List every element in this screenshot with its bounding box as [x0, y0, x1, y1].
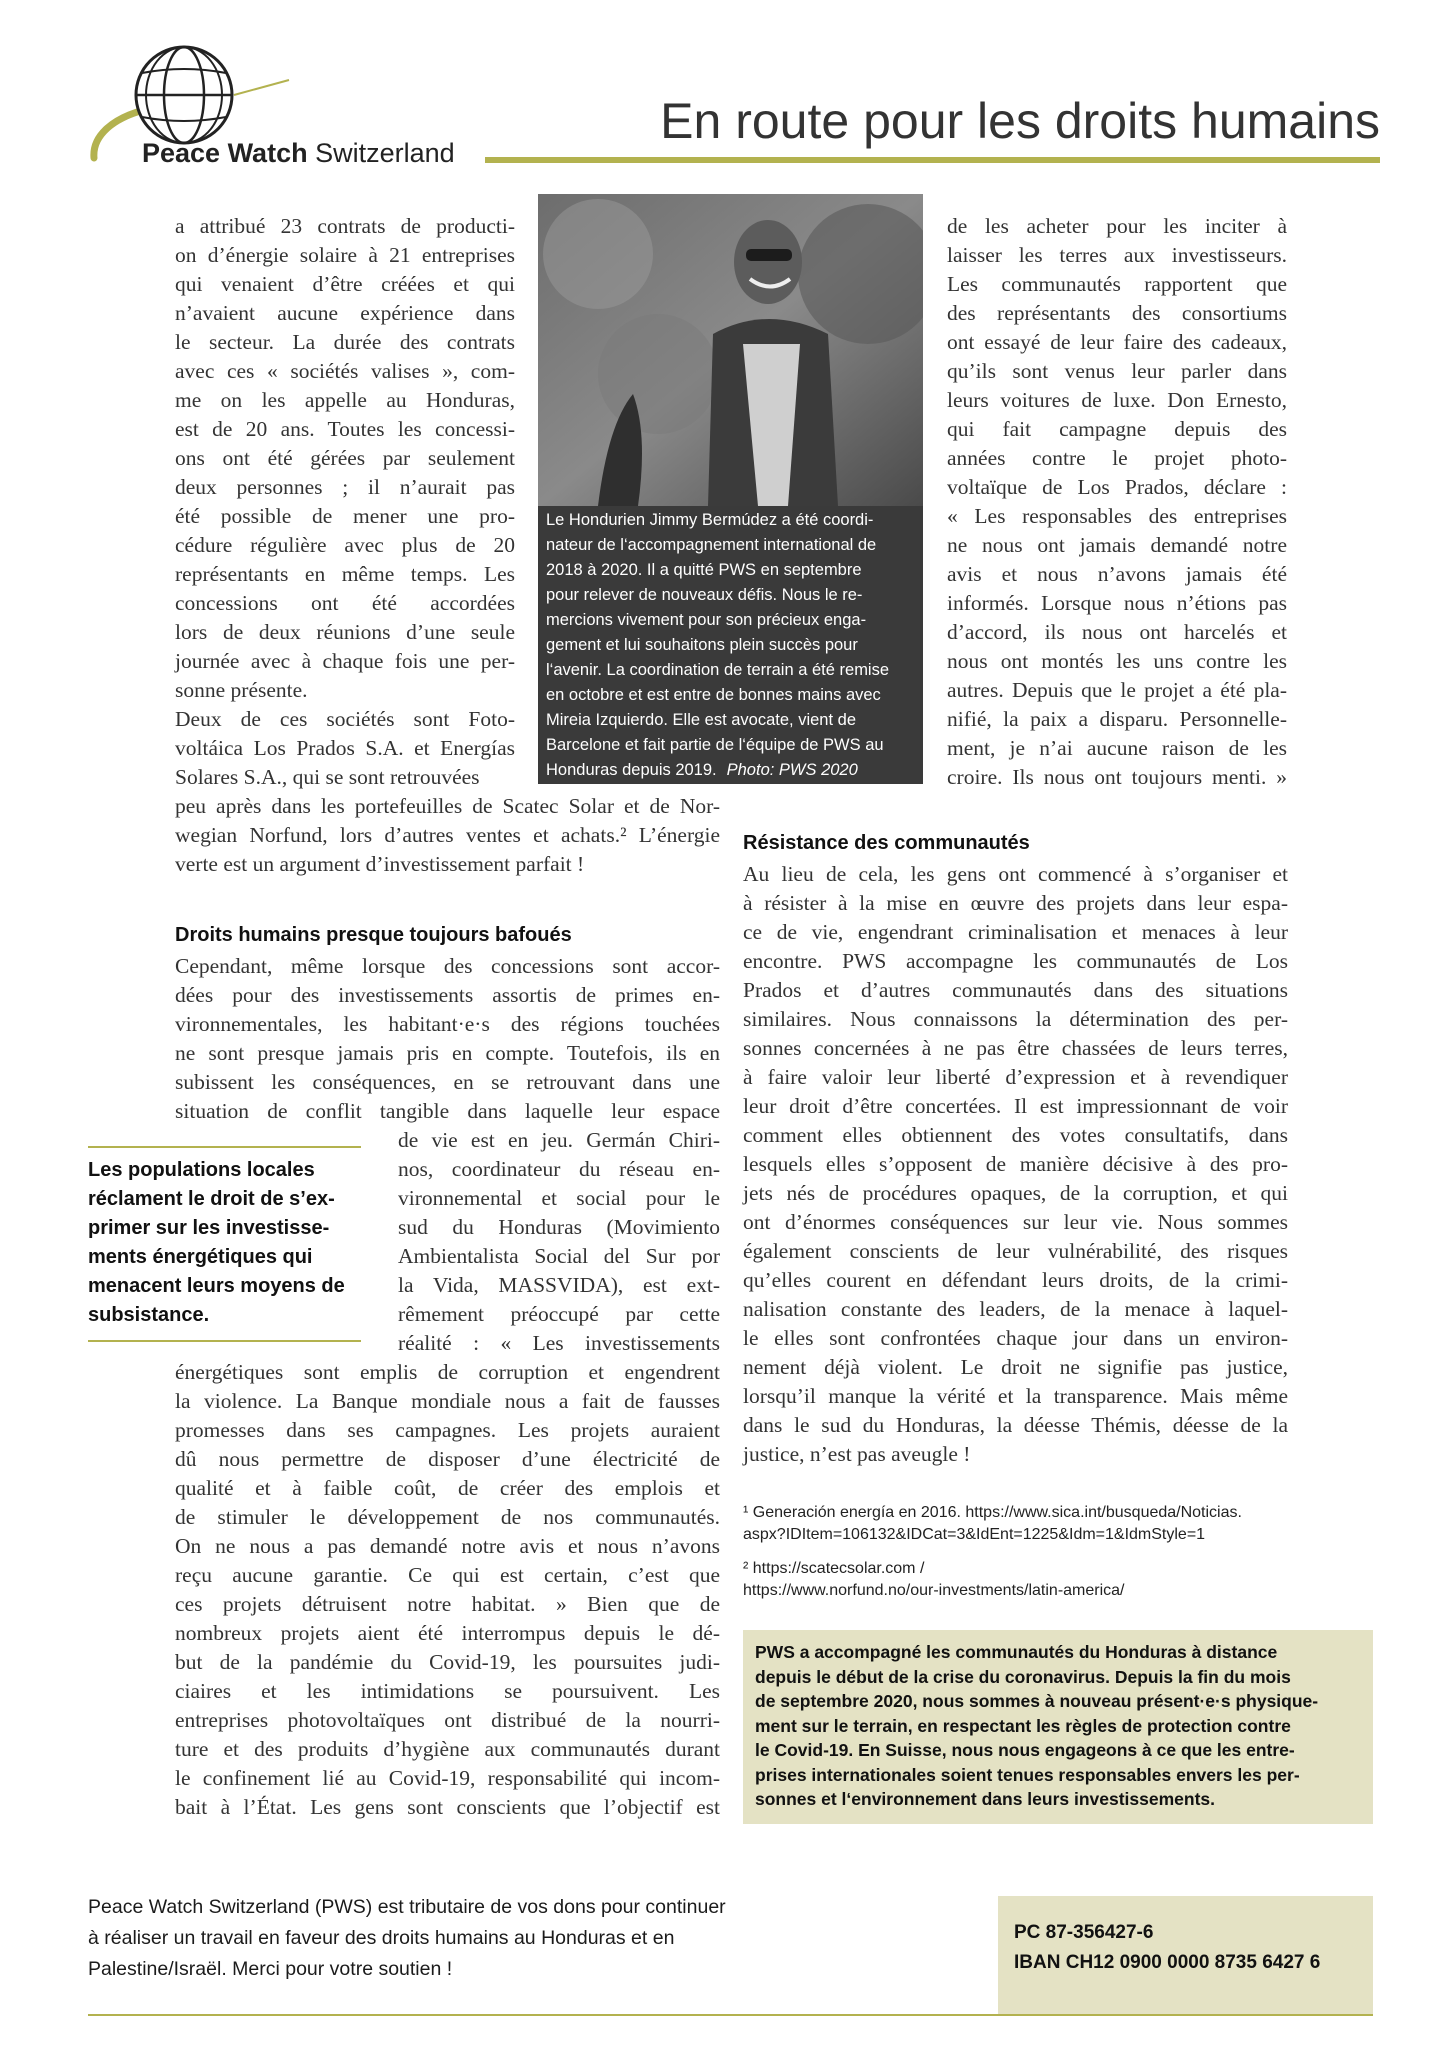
info-box	[743, 1630, 1373, 1824]
donation-appeal-lines	[88, 1892, 888, 1985]
col1-line: subissent les conséquences, en se retrouvant dans une	[175, 1070, 720, 1094]
col1-line: dû nous permettre de disposer d’une électricité de	[175, 1447, 720, 1471]
col1-line: rêmement préoccupé par cette	[398, 1302, 720, 1326]
caption-line: mercions vivement pour son précieux enga-	[546, 611, 867, 629]
col2-line: leurs voitures de luxe. Don Ernesto,	[947, 388, 1287, 412]
caption-line: gement et lui souhaitons plein succès pour	[546, 636, 858, 654]
col1-line: voltáica Los Prados S.A. et Energías	[175, 736, 515, 760]
col1-line: a attribué 23 contrats de producti-	[175, 214, 515, 238]
info-box-lines	[755, 1640, 1361, 1812]
col1-line: Solares S.A., qui se sont retrouvées	[175, 765, 480, 789]
col1-line: n’avaient aucune expérience dans	[175, 301, 515, 325]
info-box-line: prises internationales soient tenues responsables envers les per-	[755, 1764, 1300, 1785]
col1-line: verte est un argument d’investissement parfait !	[175, 852, 585, 876]
info-box-line: de septembre 2020, nous sommes à nouveau présent·e·s physique-	[755, 1691, 1319, 1711]
col1-line: but de la pandémie du Covid-19, les poursuites judi-	[175, 1650, 720, 1674]
section-heading-resistance: Résistance des communautés	[743, 832, 1030, 854]
col1-line: vironnementales, les habitant·e·s des régions touchées	[175, 1012, 720, 1036]
col1-final	[175, 1358, 720, 1822]
caption-line: Mireia Izquierdo. Elle est avocate, vient de	[546, 711, 856, 729]
logo-name-bold: Peace Watch	[142, 138, 308, 168]
pullquote-line: réclament le droit de s’ex-	[88, 1188, 335, 1210]
col1-line: promesses dans ses campagnes. Les projets auraient	[175, 1418, 720, 1442]
col2-line: voltaïque de Los Prados, déclare :	[947, 475, 1287, 499]
col1-line: ture et des produits d’hygiène aux communautés durant	[175, 1737, 720, 1761]
page-header	[0, 0, 1448, 180]
col2-line: ont d’énormes conséquences sur leur vie. Nous sommes	[743, 1210, 1288, 1234]
col1-line: ons ont été gérées par seulement	[175, 446, 515, 470]
footnote-2	[743, 1558, 1343, 1602]
col1-line: avec ces « sociétés valises », com-	[175, 359, 515, 383]
col1-line: le secteur. La durée des contrats	[175, 330, 515, 354]
col1-line: Cependant, même lorsque des concessions sont accor-	[175, 954, 720, 978]
col2-line: encontre. PWS accompagne les communautés de Los	[743, 949, 1288, 973]
info-box-line: PWS a accompagné les communautés du Honduras à distance	[755, 1642, 1278, 1662]
col1-line: bait à l’État. Les gens sont conscients que l’objectif est	[175, 1795, 720, 1819]
col1-line: la violence. La Banque mondiale nous a fait de fausses	[175, 1389, 720, 1413]
pullquote-line: menacent leurs moyens de	[88, 1275, 345, 1297]
col2-line: qu’elles courent en défendant leurs droits, de la crimi-	[743, 1268, 1288, 1292]
col2-line: ne nous ont jamais demandé notre	[947, 533, 1287, 557]
logo-name-light: Switzerland	[315, 138, 455, 168]
col1-line: concessions ont été accordées	[175, 591, 515, 615]
col2-line: Prados et d’autres communautés dans des situations	[743, 978, 1288, 1002]
col2-line: lesquels elles s’opposent de manière décisive à des pro-	[743, 1152, 1288, 1176]
photo-figure	[538, 194, 923, 784]
col1-line: Deux de ces sociétés sont Foto-	[175, 707, 515, 731]
col1-line: la Vida, MASSVIDA), est ext-	[398, 1273, 720, 1297]
col1-line: situation de conflit tangible dans laquelle leur espace	[175, 1099, 720, 1123]
col1-line: On ne nous a pas demandé notre avis et nous n’avons	[175, 1534, 720, 1558]
iban: IBAN CH12 0900 0000 8735 6427 6	[1014, 1952, 1321, 1973]
photo-caption	[546, 508, 918, 783]
col2-line: de les acheter pour les inciter à	[947, 214, 1287, 238]
col1-line: représentants en même temps. Les	[175, 562, 515, 586]
col2-line: également conscients de leur vulnérabilité, des risques	[743, 1239, 1288, 1263]
col1-final-lines	[175, 1358, 720, 1822]
caption-line: l‘avenir. La coordination de terrain a été remise	[546, 661, 890, 679]
col1-line: le confinement lié au Covid-19, responsabilité qui incom-	[175, 1766, 720, 1790]
col1-line: énergétiques sont emplis de corruption et engendrent	[175, 1360, 720, 1384]
col1-line: reçu aucune garantie. Ce qui est certain, c’est que	[175, 1563, 720, 1587]
col1-line: de stimuler le développement de nos communautés.	[175, 1505, 720, 1529]
col2-line: leur droit d’être concertées. Il est impressionnant de voir	[743, 1094, 1288, 1118]
col1-line: sonne présente.	[175, 678, 308, 702]
col1-line: est de 20 ans. Toutes les concessi-	[175, 417, 515, 441]
col2-line: « Les responsables des entreprises	[947, 504, 1287, 528]
col1-line: nombreux projets aient été interrompus depuis le dé-	[175, 1621, 720, 1645]
col1-line: de vie est en jeu. Germán Chiri-	[398, 1128, 720, 1152]
postal-account: PC 87-356427-6	[1014, 1922, 1154, 1943]
col1-narrow-lines	[398, 1126, 720, 1358]
footnote-line: ¹ Generación energía en 2016. https://www.sica.int/busqueda/Noticias.	[743, 1504, 1242, 1521]
col1-line: ne sont presque jamais pris en compte. Toutefois, ils en	[175, 1041, 720, 1065]
col2-line: à faire valoir leur liberté d’expression et à revendiquer	[743, 1065, 1288, 1089]
col2-line: nous ont montés les uns contre les	[947, 649, 1287, 673]
col1-line: me on les appelle au Honduras,	[175, 388, 515, 412]
info-box-line: depuis le début de la crise du coronavirus. Depuis la fin du mois	[755, 1666, 1291, 1687]
pullquote-line: primer sur les investisse-	[88, 1217, 330, 1239]
pullquote-line: subsistance.	[88, 1304, 210, 1326]
pullquote-lines	[88, 1156, 378, 1330]
photo-credit: Photo: PWS 2020	[726, 761, 858, 779]
caption-line: nateur de l‘accompagnement international de	[546, 536, 877, 554]
col2-line: dans le sud du Honduras, la déesse Thémis, déesse de la	[743, 1413, 1288, 1437]
col1-line: Ambientalista Social del Sur por	[398, 1244, 720, 1268]
footer-rule	[88, 2014, 1373, 2016]
col2-line: sonnes concernées à ne pas être chassées de leurs terres,	[743, 1036, 1288, 1060]
footnote-2-lines	[743, 1558, 1343, 1602]
col1-line: dées pour des investissements assortis de primes en-	[175, 983, 720, 1007]
col2-line: jets nés de procédures opaques, de la corruption, et qui	[743, 1181, 1288, 1205]
section-heading-rights: Droits humains presque toujours bafoués	[175, 924, 572, 946]
page-title: En route pour les droits humains	[660, 93, 1380, 149]
col2-line: croire. Ils nous ont toujours menti. »	[947, 765, 1287, 789]
col2-line: similaires. Nous connaissons la détermination des per-	[743, 1007, 1288, 1031]
header-rule	[485, 157, 1380, 163]
info-box-line: sonnes et l‘environnement dans leurs investissements.	[755, 1789, 1216, 1809]
col2-line: laisser les terres aux investisseurs.	[947, 243, 1287, 267]
col2-line: d’accord, ils nous ont harcelés et	[947, 620, 1287, 644]
pullquote-line: Les populations locales	[88, 1159, 315, 1181]
col2-line: avis et nous n’avons jamais été	[947, 562, 1287, 586]
footnote-1-lines	[743, 1502, 1343, 1546]
col2-line: justice, n’est pas aveugle !	[743, 1442, 971, 1466]
col2-line: ont essayé de leur faire des cadeaux,	[947, 330, 1287, 354]
caption-line: pour relever de nouveaux défis. Nous le re-	[546, 586, 863, 604]
pullquote-rule-bottom	[88, 1340, 361, 1342]
col2-line: nement déjà violent. Le droit ne signifie pas justice,	[743, 1355, 1288, 1379]
col2-line: années contre le projet photo-	[947, 446, 1287, 470]
donation-appeal-line: à réaliser un travail en faveur des droits humains au Honduras et en	[88, 1927, 675, 1949]
col2-line: qui fait campagne depuis des	[947, 417, 1287, 441]
col2-line: à résister à la mise en œuvre des projets dans leur espa-	[743, 891, 1288, 915]
donation-appeal-line: Palestine/Israël. Merci pour votre soutien !	[88, 1958, 453, 1980]
footnote-1	[743, 1502, 1343, 1546]
caption-line: Le Hondurien Jimmy Bermúdez a été coordi-	[546, 511, 874, 529]
caption-line: Barcelone et fait partie de l‘équipe de PWS au	[546, 736, 884, 754]
col1-intro	[175, 212, 515, 792]
col1-line: qualité et à faible coût, de créer des emplois et	[175, 1476, 720, 1500]
col2-line: qu’ils sont venus leur parler dans	[947, 359, 1287, 383]
col1-section-lines	[175, 952, 720, 1126]
col1-line: qui venaient d’être créées et qui	[175, 272, 515, 296]
col2-line: Les communautés rapportent que	[947, 272, 1287, 296]
portrait-photo	[538, 194, 923, 506]
col1-line: on d’énergie solaire à 21 entreprises	[175, 243, 515, 267]
col1-narrow	[398, 1126, 720, 1358]
footnote-line: aspx?IDItem=106132&IDCat=3&IdEnt=1225&Idm=1&IdmStyle=1	[743, 1526, 1206, 1543]
donation-appeal-line: Peace Watch Switzerland (PWS) est tributaire de vos dons pour continuer	[88, 1896, 726, 1918]
col1-section	[175, 952, 720, 1126]
col2-line: nalisation constante des leaders, de la menace à laquel-	[743, 1297, 1288, 1321]
col2-line: ment, je n’ai aucune raison de les	[947, 736, 1287, 760]
col2-line: informés. Lorsque nous n’étions pas	[947, 591, 1287, 615]
caption-lines	[546, 508, 918, 783]
col1-intro-lines	[175, 212, 515, 792]
caption-line: 2018 à 2020. Il a quitté PWS en septembre	[546, 561, 862, 579]
col1-wide	[175, 792, 720, 879]
col2-line: ce de vie, engendrant criminalisation et menaces à leur	[743, 920, 1288, 944]
col1-line: vironnemental et social pour le	[398, 1186, 720, 1210]
col1-line: entreprises photovoltaïques ont distribué de la nourri-	[175, 1708, 720, 1732]
col2-line: lorsqu’il manque la vérité et la transparence. Mais même	[743, 1384, 1288, 1408]
pullquote-rule-top	[88, 1146, 361, 1148]
info-box-line: ment sur le terrain, en respectant les règles de protection contre	[755, 1715, 1291, 1736]
footnote-line: https://www.norfund.no/our-investments/latin-america/	[743, 1582, 1125, 1599]
col1-line: ciaires et les intimidations se poursuivent. Les	[175, 1679, 720, 1703]
col1-line: deux personnes ; il n’aurait pas	[175, 475, 515, 499]
col1-line: lors de deux réunions d’une seule	[175, 620, 515, 644]
col2-line: des représentants des consortiums	[947, 301, 1287, 325]
col1-line: ces projets détruisent notre habitat. » Bien que de	[175, 1592, 720, 1616]
col1-line: peu après dans les portefeuilles de Scatec Solar et de Nor-	[175, 794, 720, 818]
col1-line: été possible de mener une pro-	[175, 504, 515, 528]
col1-line: réalité : « Les investissements	[398, 1331, 720, 1355]
pullquote	[88, 1156, 378, 1330]
footnote-line: ² https://scatecsolar.com /	[743, 1560, 925, 1577]
col2-section	[743, 860, 1288, 1469]
caption-line: Honduras depuis 2019. Photo: PWS 2020	[546, 761, 858, 779]
logo-wordmark	[142, 138, 455, 169]
donation-appeal	[88, 1892, 888, 1985]
col2-line: Au lieu de cela, les gens ont commencé à s’organiser et	[743, 862, 1288, 886]
col2-text	[947, 212, 1287, 792]
col2-lines	[947, 212, 1287, 792]
info-box-line: le Covid-19. En Suisse, nous nous engageons à ce que les entre-	[755, 1740, 1295, 1760]
col1-line: nos, coordinateur du réseau en-	[398, 1157, 720, 1181]
caption-line: en octobre et est entre de bonnes mains avec	[546, 686, 881, 704]
col1-line: sud du Honduras (Movimiento	[398, 1215, 720, 1239]
col1-line: cédure régulière avec plus de 20	[175, 533, 515, 557]
col2-line: autres. Depuis que le projet a été pla-	[947, 678, 1287, 702]
col2-line: nifié, la paix a disparu. Personnelle-	[947, 707, 1287, 731]
col2-line: comment elles obtiennent des votes consultatifs, dans	[743, 1123, 1288, 1147]
col2-line: le elles sont confrontées chaque jour dans un environ-	[743, 1326, 1288, 1350]
col1-wide-lines	[175, 792, 720, 879]
col2-section-lines	[743, 860, 1288, 1469]
bank-box	[998, 1896, 1373, 2014]
col1-line: wegian Norfund, lors d’autres ventes et achats.² L’énergie	[175, 823, 720, 847]
col1-line: journée avec à chaque fois une per-	[175, 649, 515, 673]
pullquote-line: ments énergétiques qui	[88, 1246, 313, 1268]
